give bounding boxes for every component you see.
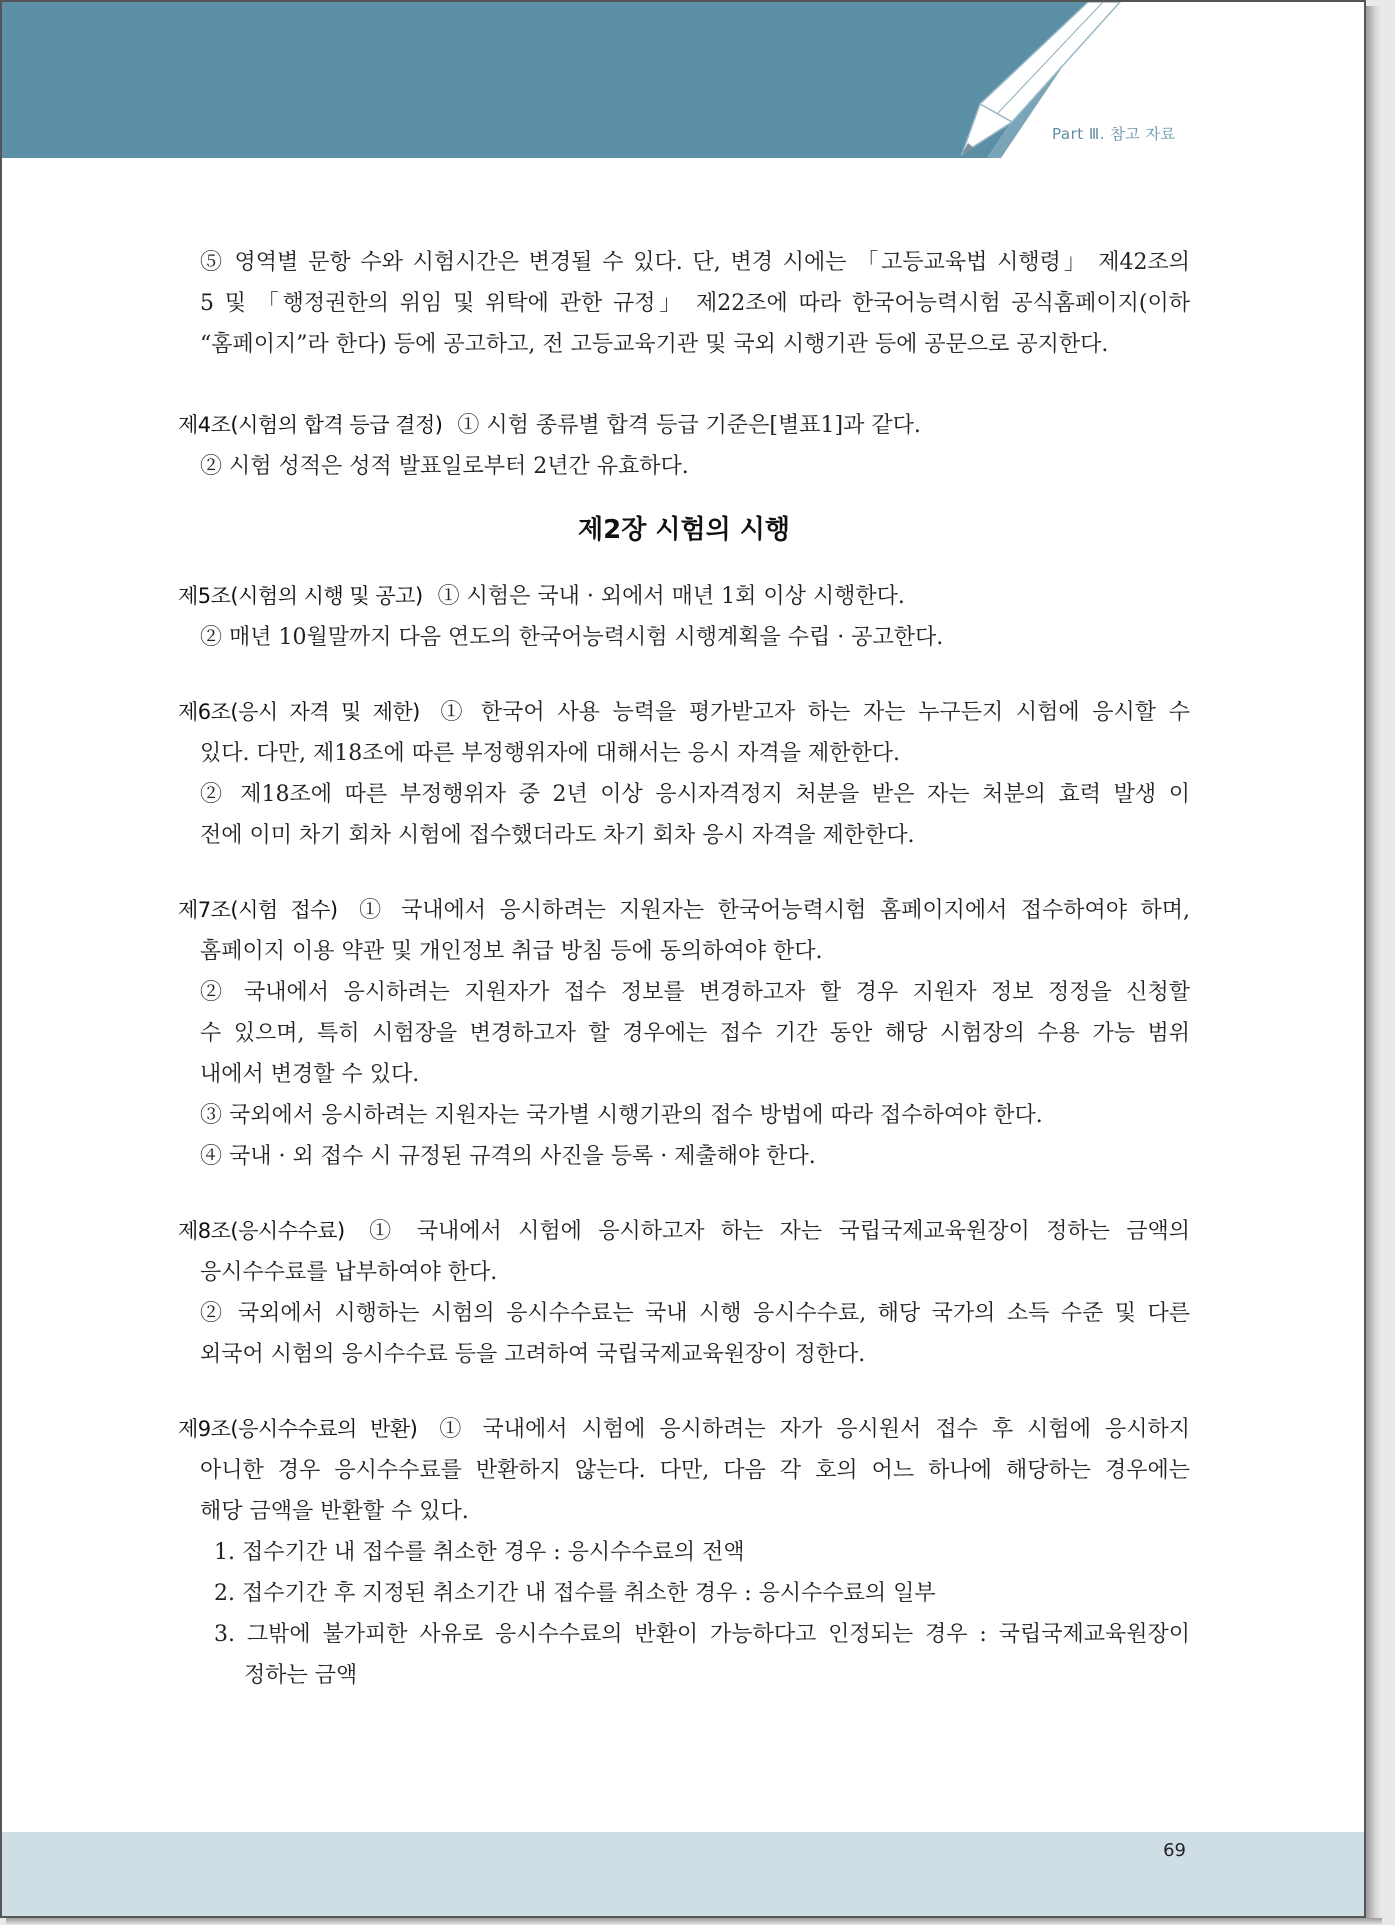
article-line bbox=[178, 890, 1190, 931]
article-8-title: 제8조(응시수수료) bbox=[178, 1219, 345, 1243]
body-line: ⑤ 영역별 문항 수와 시험시간은 변경될 수 있다. 단, 변경 시에는 「고등교육법 시행령」 제42조의 bbox=[200, 250, 1190, 275]
body-line: ② 매년 10월말까지 다음 연도의 한국어능력시험 시행계획을 수립 · 공고한다. bbox=[200, 625, 944, 650]
article-line bbox=[178, 576, 1190, 617]
article-7-title: 제7조(시험 접수) bbox=[178, 898, 338, 922]
page-shadow-bottom bbox=[6, 1918, 1382, 1925]
body-line: ④ 국내 · 외 접수 시 규정된 규격의 사진을 등록 · 제출해야 한다. bbox=[200, 1144, 816, 1169]
body-line: ③ 국외에서 응시하려는 지원자는 국가별 시행기관의 접수 방법에 따라 접수하여야 한다. bbox=[200, 1103, 1043, 1128]
article-9-title: 제9조(응시수수료의 반환) bbox=[178, 1417, 418, 1441]
page-footer-band bbox=[2, 1832, 1364, 1918]
running-head: Part Ⅲ. 참고 자료 bbox=[1052, 125, 1176, 143]
body-line: 외국어 시험의 응시수수료 등을 고려하여 국립국제교육원장이 정한다. bbox=[200, 1342, 866, 1367]
article-6-title: 제6조(응시 자격 및 제한) bbox=[178, 700, 420, 724]
body-line: 수 있으며, 특히 시험장을 변경하고자 할 경우에는 접수 기간 동안 해당 시험장의 수용 가능 범위 bbox=[200, 1021, 1190, 1046]
list-item: 2. 접수기간 후 지정된 취소기간 내 접수를 취소한 경우 : 응시수수료의 일부 bbox=[214, 1581, 936, 1606]
body-line: ② 국내에서 응시하려는 지원자가 접수 정보를 변경하고자 할 경우 지원자 정보 정정을 신청할 bbox=[200, 980, 1190, 1005]
document-body bbox=[178, 242, 1190, 1696]
header-band bbox=[2, 2, 1092, 158]
chapter-title: 제2장 시험의 시행 bbox=[577, 515, 790, 545]
article-4-title: 제4조(시험의 합격 등급 결정) bbox=[178, 413, 443, 437]
body-text: ① 시험은 국내 · 외에서 매년 1회 이상 시행한다. bbox=[437, 584, 905, 609]
page-header bbox=[2, 2, 1364, 158]
page-number: 69 bbox=[1163, 1840, 1186, 1861]
body-line: 응시수수료를 납부하여야 한다. bbox=[200, 1260, 498, 1285]
list-item: 3. 그밖에 불가피한 사유로 응시수수료의 반환이 가능하다고 인정되는 경우 : 국립국제교육원장이 bbox=[214, 1622, 1190, 1647]
article-line bbox=[178, 1409, 1190, 1450]
body-line: 5 및 「행정권한의 위임 및 위탁에 관한 규정」 제22조에 따라 한국어능력시험 공식홈페이지(이하 bbox=[200, 291, 1190, 316]
article-8 bbox=[178, 1211, 1190, 1375]
body-line: ② 제18조에 따른 부정행위자 중 2년 이상 응시자격정지 처분을 받은 자는 처분의 효력 발생 이 bbox=[200, 782, 1190, 807]
article-line bbox=[178, 692, 1190, 733]
article-7 bbox=[178, 890, 1190, 1177]
article-9 bbox=[178, 1409, 1190, 1696]
body-line: 해당 금액을 반환할 수 있다. bbox=[200, 1499, 469, 1524]
article-5-title: 제5조(시험의 시행 및 공고) bbox=[178, 584, 423, 608]
body-text: ① 국내에서 시험에 응시하려는 자가 응시원서 접수 후 시험에 응시하지 bbox=[439, 1417, 1191, 1442]
body-line: 홈페이지 이용 약관 및 개인정보 취급 방침 등에 동의하여야 한다. bbox=[200, 939, 823, 964]
body-text: ① 국내에서 응시하려는 지원자는 한국어능력시험 홈페이지에서 접수하여야 하며, bbox=[359, 898, 1191, 923]
body-text: ① 국내에서 시험에 응시하고자 하는 자는 국립국제교육원장이 정하는 금액의 bbox=[369, 1219, 1190, 1244]
article-line bbox=[178, 405, 1190, 446]
body-line: ② 국외에서 시행하는 시험의 응시수수료는 국내 시행 응시수수료, 해당 국가의 소득 수준 및 다른 bbox=[200, 1301, 1190, 1326]
paragraph-5 bbox=[178, 242, 1190, 365]
body-text: ① 시험 종류별 합격 등급 기준은[별표1]과 같다. bbox=[457, 413, 921, 438]
body-line: 내에서 변경할 수 있다. bbox=[200, 1062, 420, 1087]
body-line: 전에 이미 차기 회차 시험에 접수했더라도 차기 회차 응시 자격을 제한한다. bbox=[200, 823, 915, 848]
article-5 bbox=[178, 576, 1190, 658]
body-line: ② 시험 성적은 성적 발표일로부터 2년간 유효하다. bbox=[200, 454, 689, 479]
article-4 bbox=[178, 405, 1190, 487]
article-6 bbox=[178, 692, 1190, 856]
list-item: 1. 접수기간 내 접수를 취소한 경우 : 응시수수료의 전액 bbox=[214, 1540, 745, 1565]
body-text: 정하는 금액 bbox=[244, 1663, 358, 1688]
body-line: “홈페이지”라 한다) 등에 공고하고, 전 고등교육기관 및 국외 시행기관 등에 공문으로 공지한다. bbox=[200, 332, 1109, 357]
body-text: ① 한국어 사용 능력을 평가받고자 하는 자는 누구든지 시험에 응시할 수 bbox=[440, 700, 1190, 725]
body-line: 아니한 경우 응시수수료를 반환하지 않는다. 다만, 다음 각 호의 어느 하나에 해당하는 경우에는 bbox=[200, 1458, 1190, 1483]
list-item-continuation bbox=[178, 1655, 1190, 1696]
body-line: 있다. 다만, 제18조에 따른 부정행위자에 대해서는 응시 자격을 제한한다. bbox=[200, 741, 900, 766]
page-shadow-right bbox=[1366, 6, 1382, 1918]
article-line bbox=[178, 1211, 1190, 1252]
